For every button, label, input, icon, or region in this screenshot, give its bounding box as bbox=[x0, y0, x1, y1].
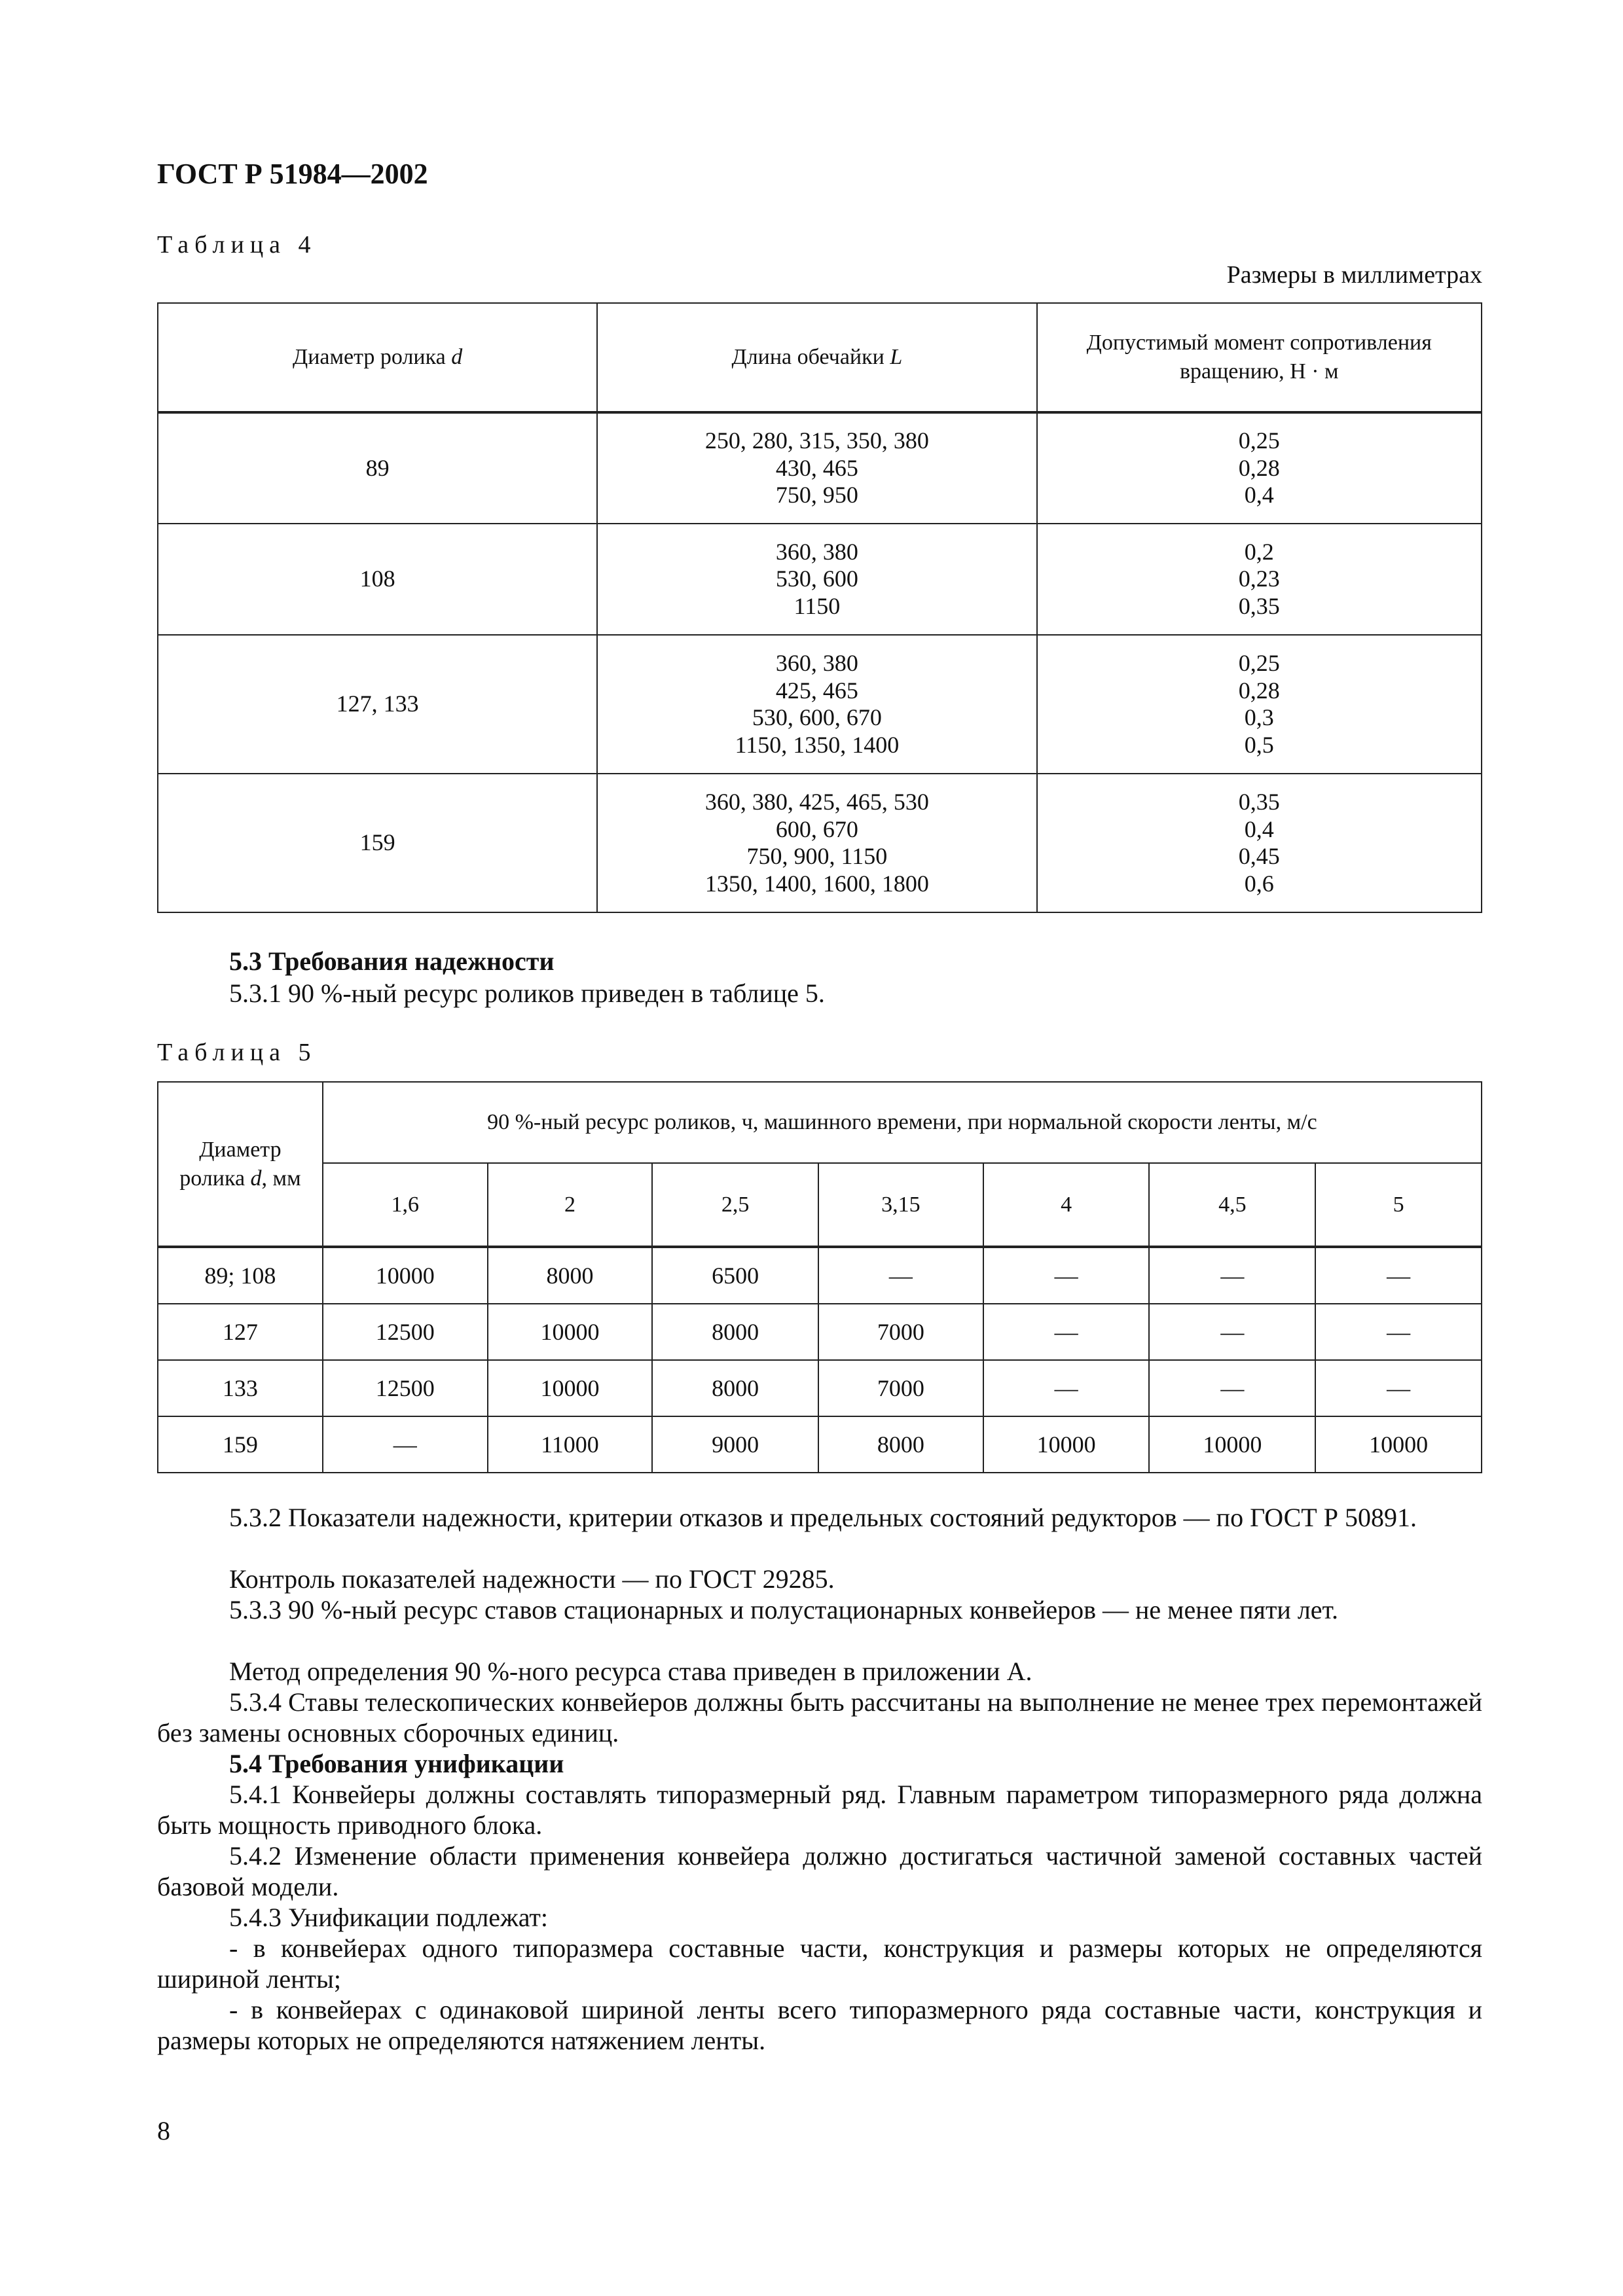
table-5-cell-value: 10000 bbox=[1149, 1416, 1315, 1473]
table-5-header-speed: 5 bbox=[1315, 1163, 1482, 1247]
table-5-cell-value: 8000 bbox=[652, 1360, 818, 1416]
table-4-cell-moments bbox=[1037, 524, 1482, 635]
paragraph-5-4-2: 5.4.2 Изменение области применения конвейера должно достигаться частичной заменой составных частей базовой модели. bbox=[157, 1841, 1482, 1901]
moment-line: 0,28 bbox=[1238, 677, 1280, 704]
table-5-cell-diameter: 159 bbox=[158, 1416, 323, 1473]
moment-line: 0,4 bbox=[1244, 816, 1274, 842]
table-row bbox=[158, 412, 1482, 524]
table-5-header-speed: 1,6 bbox=[323, 1163, 488, 1247]
length-line: 425, 465 bbox=[775, 677, 858, 704]
table-4-cell-diameter: 89 bbox=[158, 412, 597, 524]
moment-line: 0,23 bbox=[1238, 565, 1280, 592]
table-5-cell-value: — bbox=[983, 1360, 1150, 1416]
table-5-header-diameter: Диаметр ролика d, мм bbox=[158, 1082, 323, 1247]
paragraph-method: Метод определения 90 %-ного ресурса става приведен в приложении А. bbox=[229, 1657, 1032, 1686]
table-5-cell-value: 12500 bbox=[323, 1304, 488, 1360]
table-5-cell-value: 10000 bbox=[983, 1416, 1150, 1473]
table-5-cell-value: — bbox=[1149, 1360, 1315, 1416]
page-number: 8 bbox=[157, 2116, 170, 2145]
moment-line: 0,25 bbox=[1238, 427, 1280, 454]
paragraph-5-3-1: 5.3.1 90 %-ный ресурс роликов приведен в таблице 5. bbox=[229, 978, 825, 1008]
table-5-cell-diameter: 127 bbox=[158, 1304, 323, 1360]
table-4-cell-lengths bbox=[597, 524, 1036, 635]
table-5 bbox=[157, 1081, 1482, 1473]
moment-line: 0,2 bbox=[1244, 538, 1274, 565]
length-line: 600, 670 bbox=[775, 816, 858, 842]
table-5-cell-value: 8000 bbox=[488, 1247, 653, 1304]
table-5-cell-value: — bbox=[983, 1304, 1150, 1360]
table-5-caption: Таблица 5 bbox=[157, 1039, 317, 1066]
table-5-header-speeds bbox=[158, 1163, 1482, 1247]
table-5-cell-value: 7000 bbox=[818, 1360, 983, 1416]
table-row bbox=[158, 1304, 1482, 1360]
paragraph-5-3-4: 5.3.4 Ставы телескопических конвейеров должны быть рассчитаны на выполнение не менее трех перемонтажей без замены основных сборочных единиц. bbox=[157, 1687, 1482, 1748]
table-4-cell-moments bbox=[1037, 412, 1482, 524]
moment-line: 0,45 bbox=[1238, 843, 1280, 869]
document-code: ГОСТ Р 51984—2002 bbox=[157, 158, 428, 190]
table-4-cell-lengths bbox=[597, 412, 1036, 524]
moment-line: 0,35 bbox=[1238, 789, 1280, 815]
table-5-header-speed: 3,15 bbox=[818, 1163, 983, 1247]
table-4-cell-lengths bbox=[597, 635, 1036, 774]
table-row bbox=[158, 1247, 1482, 1304]
list-item-1: - в конвейерах одного типоразмера составные части, конструкция и размеры которых не определяются шириной ленты; bbox=[157, 1933, 1482, 1994]
table-5-cell-value: 11000 bbox=[488, 1416, 653, 1473]
length-line: 360, 380 bbox=[775, 650, 858, 676]
list-item-2: - в конвейерах с одинаковой шириной ленты всего типоразмерного ряда составные части, конструкция и размеры которых не определяются натяжением ленты. bbox=[157, 1995, 1482, 2055]
moment-line: 0,35 bbox=[1238, 592, 1280, 619]
table-4-header-length: Длина обечайки L bbox=[597, 303, 1036, 412]
length-line: 1150, 1350, 1400 bbox=[735, 731, 900, 758]
length-line: 430, 465 bbox=[775, 454, 858, 481]
table-5-cell-value: 12500 bbox=[323, 1360, 488, 1416]
table-5-header-speed: 2 bbox=[488, 1163, 653, 1247]
table-5-cell-value: 6500 bbox=[652, 1247, 818, 1304]
table-5-header-speed: 2,5 bbox=[652, 1163, 818, 1247]
table-4 bbox=[157, 302, 1482, 913]
length-line: 750, 950 bbox=[775, 482, 858, 509]
table-5-header-speed: 4,5 bbox=[1149, 1163, 1315, 1247]
moment-line: 0,5 bbox=[1244, 731, 1274, 758]
table-5-cell-value: — bbox=[1315, 1360, 1482, 1416]
section-5-3-heading: 5.3 Требования надежности bbox=[229, 946, 555, 976]
table-5-cell-value: 8000 bbox=[652, 1304, 818, 1360]
moment-line: 0,28 bbox=[1238, 454, 1280, 481]
table-4-cell-moments bbox=[1037, 635, 1482, 774]
length-line: 360, 380 bbox=[775, 538, 858, 565]
paragraph-5-3-3: 5.3.3 90 %-ный ресурс ставов стационарных и полустационарных конвейеров — не менее пяти лет. bbox=[229, 1595, 1339, 1624]
table-5-cell-value: — bbox=[818, 1247, 983, 1304]
table-5-cell-value: — bbox=[1315, 1304, 1482, 1360]
section-5-4-heading: 5.4 Требования унификации bbox=[229, 1749, 564, 1778]
table-5-cell-value: — bbox=[1149, 1247, 1315, 1304]
table-4-cell-diameter: 127, 133 bbox=[158, 635, 597, 774]
table-5-cell-value: — bbox=[1149, 1304, 1315, 1360]
table-5-header-row-1 bbox=[158, 1082, 1482, 1163]
length-line: 750, 900, 1150 bbox=[746, 843, 888, 869]
table-5-cell-diameter: 133 bbox=[158, 1360, 323, 1416]
table-5-cell-value: 10000 bbox=[323, 1247, 488, 1304]
paragraph-control: Контроль показателей надежности — по ГОСТ 29285. bbox=[229, 1564, 835, 1594]
table-4-header-moment: Допустимый момент сопротивления вращению, Н · м bbox=[1037, 303, 1482, 412]
length-line: 1350, 1400, 1600, 1800 bbox=[704, 870, 929, 897]
table-5-body bbox=[158, 1247, 1482, 1473]
table-row bbox=[158, 635, 1482, 774]
table-4-header-diameter: Диаметр ролика d bbox=[158, 303, 597, 412]
table-5-cell-value: 7000 bbox=[818, 1304, 983, 1360]
length-line: 530, 600 bbox=[775, 565, 858, 592]
table-4-cell-moments bbox=[1037, 774, 1482, 912]
table-4-units: Размеры в миллиметрах bbox=[1226, 261, 1482, 289]
table-5-cell-value: — bbox=[1315, 1247, 1482, 1304]
table-4-caption: Таблица 4 bbox=[157, 231, 317, 259]
table-4-body bbox=[158, 412, 1482, 912]
table-5-cell-diameter: 89; 108 bbox=[158, 1247, 323, 1304]
length-line: 530, 600, 670 bbox=[752, 704, 882, 730]
length-line: 360, 380, 425, 465, 530 bbox=[704, 789, 929, 815]
table-5-cell-value: 10000 bbox=[1315, 1416, 1482, 1473]
table-row bbox=[158, 774, 1482, 912]
table-4-cell-lengths bbox=[597, 774, 1036, 912]
table-5-header-speed: 4 bbox=[983, 1163, 1150, 1247]
table-4-cell-diameter: 108 bbox=[158, 524, 597, 635]
paragraph-5-3-2: 5.3.2 Показатели надежности, критерии отказов и предельных состояний редукторов — по ГОСТ Р 50891. bbox=[229, 1503, 1417, 1532]
table-4-cell-diameter: 159 bbox=[158, 774, 597, 912]
moment-line: 0,4 bbox=[1244, 482, 1274, 509]
paragraph-5-4-1: 5.4.1 Конвейеры должны составлять типоразмерный ряд. Главным параметром типоразмерного ряда должна быть мощность приводного блока. bbox=[157, 1780, 1482, 1840]
length-line: 1150 bbox=[793, 592, 841, 619]
length-line: 250, 280, 315, 350, 380 bbox=[704, 427, 929, 454]
moment-line: 0,25 bbox=[1238, 650, 1280, 676]
table-row bbox=[158, 524, 1482, 635]
table-5-cell-value: 10000 bbox=[488, 1360, 653, 1416]
table-5-cell-value: 10000 bbox=[488, 1304, 653, 1360]
moment-line: 0,6 bbox=[1244, 870, 1274, 897]
table-row bbox=[158, 1360, 1482, 1416]
paragraph-5-4-3: 5.4.3 Унификации подлежат: bbox=[229, 1903, 549, 1932]
table-5-cell-value: 8000 bbox=[818, 1416, 983, 1473]
table-5-cell-value: — bbox=[983, 1247, 1150, 1304]
moment-line: 0,3 bbox=[1244, 704, 1274, 730]
table-row bbox=[158, 1416, 1482, 1473]
table-5-cell-value: — bbox=[323, 1416, 488, 1473]
table-5-header-group: 90 %-ный ресурс роликов, ч, машинного времени, при нормальной скорости ленты, м/с bbox=[323, 1082, 1482, 1163]
table-5-cell-value: 9000 bbox=[652, 1416, 818, 1473]
table-4-header-row bbox=[158, 303, 1482, 412]
